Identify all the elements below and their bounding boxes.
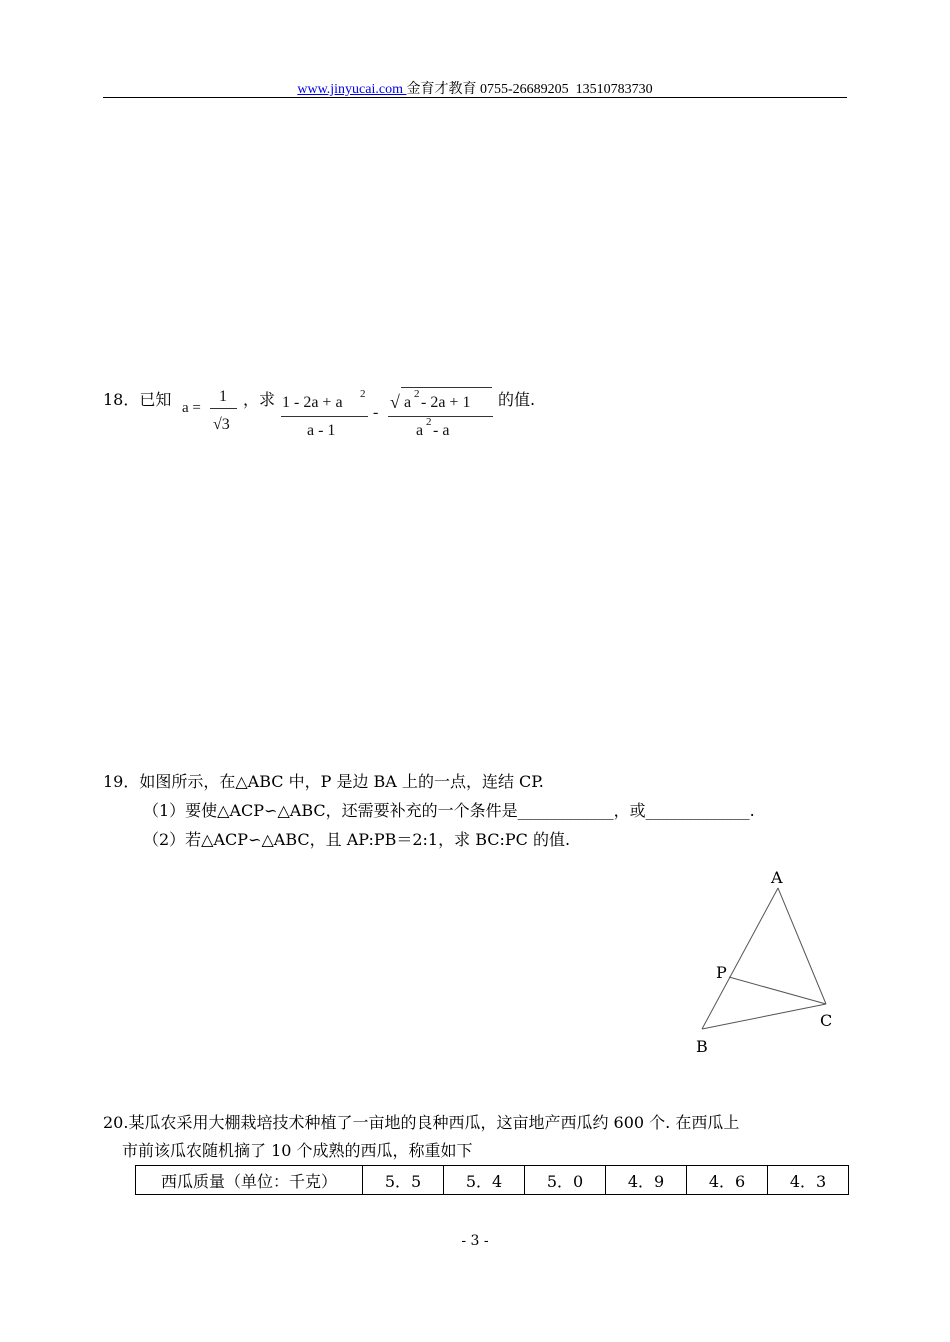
label-p: P <box>716 963 727 982</box>
label-c: C <box>820 1011 833 1030</box>
side-ac <box>778 888 826 1004</box>
header-url-link[interactable]: www.jinyucai.com <box>297 82 407 97</box>
minus-sign: - <box>373 404 379 421</box>
q20-line-1: 20.某瓜农采用大棚栽培技术种植了一亩地的良种西瓜，这亩地产西瓜约 600 个. 在西瓜上 <box>103 1113 740 1132</box>
fraction-numerator-one: 1 <box>219 388 227 405</box>
q19-stem: 19．如图所示，在△ABC 中，P 是边 BA 上的一点，连结 CP. <box>103 772 544 791</box>
label-b: B <box>696 1037 708 1056</box>
header-phone-1: 0755-26689205 <box>479 82 569 97</box>
numerator-2-b: - 2a + 1 <box>421 394 471 411</box>
denominator-2-b: - a <box>433 422 450 439</box>
q18-given-expression <box>182 390 242 446</box>
table-cell: 5．4 <box>444 1166 525 1195</box>
q19-part-2: （2）若△ACP∽△ABC，且 AP:PB＝2:1，求 BC:PC 的值. <box>143 830 571 849</box>
q18-suffix: 的值. <box>498 390 536 409</box>
fraction-bar-given <box>210 408 237 409</box>
table-cell: 5．0 <box>525 1166 606 1195</box>
header-divider <box>103 97 847 98</box>
fraction-bar-1 <box>281 416 368 417</box>
exponent-3: 2 <box>426 416 432 428</box>
root-sign: √ <box>390 392 400 412</box>
q18-mid: ，求 <box>243 390 276 409</box>
numerator-1: 1 - 2a + a <box>282 394 343 411</box>
denominator-2-a: a <box>416 422 424 439</box>
page-header <box>0 78 950 98</box>
q18-prefix: 18．已知 <box>103 390 172 409</box>
q18-target-expression <box>280 384 500 446</box>
triangle-figure <box>690 866 850 1062</box>
table-header-cell: 西瓜质量（单位：千克） <box>136 1166 363 1195</box>
header-phone-2: 13510783730 <box>575 82 653 97</box>
table-cell: 4．9 <box>606 1166 687 1195</box>
numerator-2-a: a <box>404 394 412 411</box>
side-ab <box>702 888 778 1029</box>
table-cell: 5．5 <box>363 1166 444 1195</box>
table-cell: 4．3 <box>768 1166 849 1195</box>
q20-line-2: 市前该瓜农随机摘了 10 个成熟的西瓜，称重如下 <box>122 1141 473 1160</box>
exponent-1: 2 <box>360 388 366 400</box>
root-three: √3 <box>213 416 230 433</box>
page-number: - 3 - <box>461 1233 489 1249</box>
q19-part-1: （1）要使△ACP∽△ABC，还需要补充的一个条件是____________，或_____________. <box>143 801 755 820</box>
exponent-2: 2 <box>414 388 420 400</box>
label-a: A <box>771 868 783 887</box>
fraction-bar-2 <box>388 416 493 417</box>
a-equals: a = <box>182 400 201 416</box>
side-bc <box>702 1004 826 1029</box>
table-row <box>136 1166 849 1195</box>
header-org: 金育才教育 <box>406 82 477 97</box>
segment-cp <box>729 977 826 1004</box>
watermelon-weight-table <box>135 1165 849 1195</box>
table-cell: 4．6 <box>687 1166 768 1195</box>
denominator-1: a - 1 <box>307 422 336 439</box>
